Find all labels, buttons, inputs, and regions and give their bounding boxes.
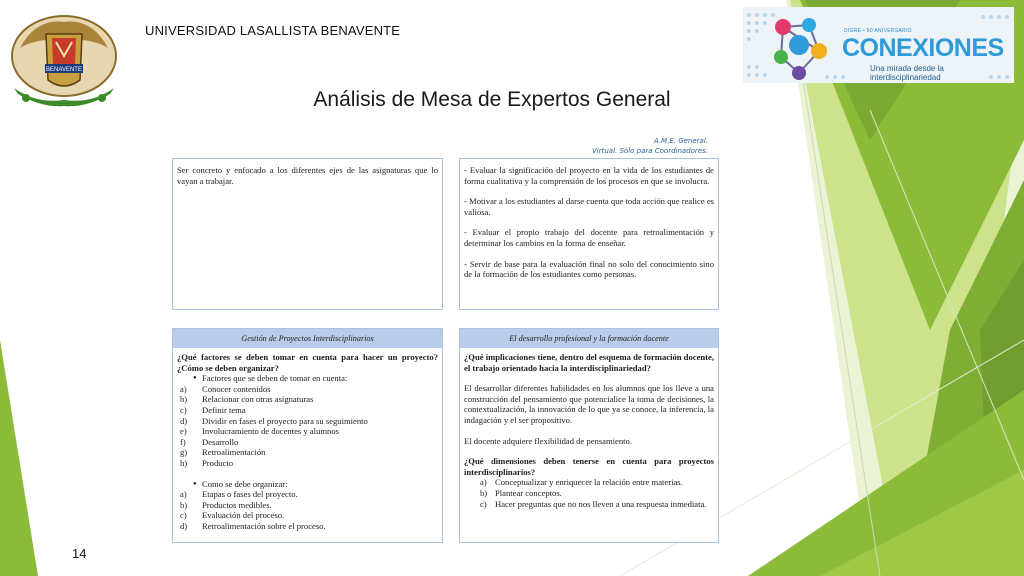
list-marker: a) [180,489,187,500]
university-name: UNIVERSIDAD LASALLISTA BENAVENTE [145,23,401,38]
list-item [464,477,714,488]
response-box-evaluation [459,158,719,310]
crest-label: BENAVENTE [46,67,82,73]
list-item-text: Etapas o fases del proyecto. [202,489,298,500]
list-marker: d) [180,520,188,531]
box3-header: Gestión de Proyectos Interdisciplinarios [173,329,442,348]
list-marker: f) [180,436,186,447]
list-item-text: Retroalimentación [202,447,266,458]
list-item [177,405,438,416]
list-item-text: Relacionar con otras asignaturas [202,394,314,405]
list-item-text: Plantear conceptos. [495,487,562,498]
list-marker: d) [180,415,188,426]
corner-note-line-2: Virtual. Sólo para Coordinadores. [591,147,708,155]
box4-question-2: ¿Qué dimensiones deben tenerse en cuenta para proyectos interdisciplinarios? [464,456,714,477]
list-item [177,521,438,532]
logo-wordmark: CONEXIONES [842,34,1004,62]
box3-bullet-factors [177,373,438,384]
list-marker: c) [480,498,487,509]
list-item-text: Desarrollo [202,436,239,447]
box2-paragraph-3: - Evaluar el propio trabajo del docente para retroalimentación y determinar los cambios en la forma de enseñar. [464,227,714,248]
conexiones-logo [743,7,1014,83]
box4-paragraph-2: El docente adquiere flexibilidad de pensamiento. [464,435,632,446]
list-item [177,384,438,395]
project-management-box [172,328,443,543]
box1-text: Ser concreto y enfocado a los diferentes ejes de las asignaturas que lo vayan a trabajar. [177,165,438,186]
list-marker: b) [180,394,188,405]
bullet-icon: ● [193,375,197,382]
list-item [464,499,714,510]
bullet-label: Como se debe organizar: [202,478,288,489]
list-item [177,458,438,469]
list-item [177,447,438,458]
list-marker: b) [180,499,188,510]
logo-tagline: Una mirada desde la interdisciplinariedad [870,64,944,82]
list-marker: c) [180,510,187,521]
list-item [177,500,438,511]
list-item-text: Conocer contenidos [202,383,271,394]
box2-paragraph-4: - Servir de base para la evaluación final no solo del conocimiento sino de la formación de los estudiantes como personas. [464,258,714,280]
list-item-text: Evaluación del proceso. [202,510,285,521]
page-number: 14 [72,546,87,561]
corner-note [560,136,708,156]
list-item [177,394,438,405]
bullet-icon: ● [193,480,197,487]
list-item-text: Hacer preguntas que no nos lleven a una respuesta inmediata. [495,498,707,509]
list-item [177,489,438,500]
box4-paragraph-1: El desarrollar diferentes habilidades en los alumnos que los lleve a una construcción del pensamiento que potencialice la toma de decisiones, la contextualización, la innovación de lo que ya se conoce, la inferencia, la indagación y el ser propositivo. [464,383,714,425]
list-marker: a) [180,383,187,394]
box4-content [464,352,714,509]
box2-paragraph-1: - Evaluar la significación del proyecto en la vida de los estudiantes de forma cualitativa y la comprensión de los procesos en que se involucra. [464,165,714,186]
list-item [177,510,438,521]
list-marker: h) [180,457,188,468]
list-marker: b) [480,487,488,498]
box4-header: El desarrollo profesional y la formación docente [460,329,718,348]
slide-title: Análisis de Mesa de Expertos General [313,88,671,111]
list-item-text: Involucramiento de docentes y alumnos [202,426,339,437]
list-item-text: Productos medibles. [202,499,272,510]
bullet-label: Factores que se deben de tomar en cuenta: [202,373,348,384]
list-item-text: Producto [202,457,234,468]
list-item-text: Conceptualizar y enriquecer la relación entre materias. [495,477,683,488]
list-marker: e) [180,426,187,437]
box2-paragraph-2: - Motivar a los estudiantes al darse cuenta que toda acción que realice es valiosa. [464,196,714,217]
list-item [177,416,438,427]
list-item [464,488,714,499]
list-marker: c) [180,404,187,415]
box3-content [177,352,438,532]
list-item-text: Definir tema [202,404,246,415]
list-item [177,437,438,448]
corner-note-line-1: A.M.E. General. [653,137,708,145]
list-item-text: Dividir en fases el proyecto para su seguimiento [202,415,368,426]
box4-question-1: ¿Qué implicaciones tiene, dentro del esquema de formación docente, el trabajo orientado hacia la interdisciplinariedad? [464,352,714,373]
logo-overline: DIGRE • 50 ANIVERSARIO [844,28,912,34]
response-box-concreteness [172,158,443,310]
box3-question: ¿Qué factores se deben tomar en cuenta para hacer un proyecto? ¿Cómo se deben organizar? [177,352,438,373]
list-item-text: Retroalimentación sobre el proceso. [202,520,326,531]
list-marker: a) [480,477,487,488]
teacher-development-box [459,328,719,543]
box3-bullet-organize [177,479,438,490]
list-item [177,426,438,437]
list-marker: g) [180,447,188,458]
